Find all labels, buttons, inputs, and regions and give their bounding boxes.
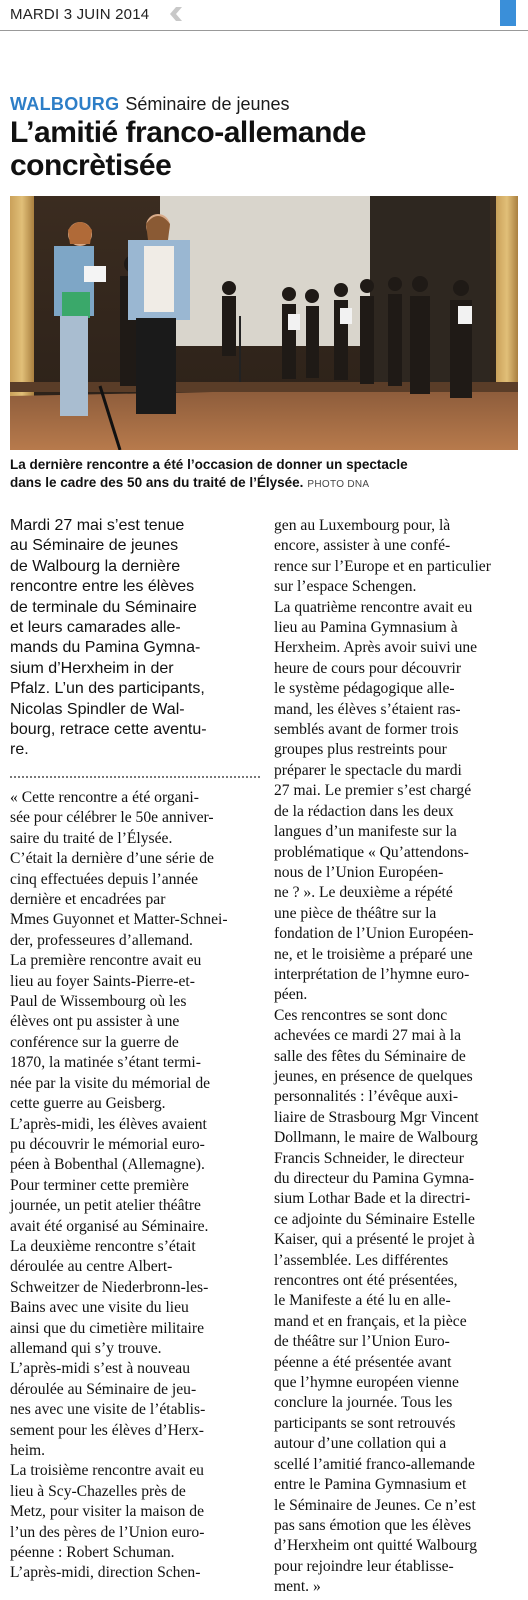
body-line: sement pour les élèves d’Herx- [10,1421,204,1439]
body-line: « Cette rencontre a été organi- [10,789,199,806]
body-line: déroulée au centre Albert- [10,1258,173,1276]
body-line: nes avec une visite de l’établis- [10,1401,206,1419]
body-line: d’Herxheim ont quitté Walbourg [274,1537,478,1555]
body-line: journée, un petit atelier théâtre [10,1197,201,1215]
body-line: cette guerre au Geisberg. [10,1095,166,1113]
body-line: achevées ce mardi 27 mai à la [274,1027,462,1045]
dotted-separator [10,776,260,778]
body-line: Pour terminer cette première [10,1176,189,1194]
headline-line: L’amitié franco-allemande [10,116,366,149]
body-line: La première rencontre avait eu [10,952,202,970]
body-line: fondation de l’Union Européen- [274,925,474,943]
body-line: nous de l’Union Européen- [274,863,444,881]
body-line: ne ? ». Le deuxième a répété [274,884,453,902]
body-line: semblés avant de former trois [274,721,459,739]
body-line: péenne : Robert Schuman. [10,1544,175,1562]
article-headline [10,116,520,182]
body-line: interprétation de l’hymne euro- [274,965,470,983]
body-line: mand et en français, et la pièce [274,1312,467,1330]
lead-line: bourg, retrace cette aventu- [10,721,207,739]
header-divider [0,30,528,31]
body-line: sée pour célébrer le 50e anniver- [10,809,214,827]
lead-line: Pfalz. L’un des participants, [10,680,205,698]
body-line: Metz, pour visiter la maison de [10,1503,205,1521]
body-line: pour rejoindre leur établisse- [274,1557,454,1575]
body-line: sium Lothar Bade et la directri- [274,1190,471,1208]
body-line: La troisième rencontre avait eu [10,1462,204,1480]
body-line: conclure la journée. Tous les [274,1394,453,1412]
body-line: scellé l’amitié franco-allemande [274,1455,475,1473]
body-line: du directeur du Pamina Gymna- [274,1170,475,1187]
article-photo [10,196,518,450]
body-column-1 [10,788,260,1584]
lead-line: de Walbourg la dernière [10,557,181,575]
body-line: l’un des pères de l’Union euro- [10,1523,205,1541]
body-line: avait été organisé au Séminaire. [10,1217,209,1235]
body-line: der, professeures d’allemand. [10,931,193,949]
body-line: péen à Bobenthal (Allemagne). [10,1156,205,1174]
body-line: élèves ont pu assister à une [10,1013,180,1031]
body-line: péenne a été présentée avant [274,1353,452,1371]
body-line: que l’hymne européen vienne [274,1374,459,1392]
body-line: une pièce de théâtre sur la [274,904,437,922]
lead-line: et leurs camarades alle- [10,619,181,637]
body-line: ce adjointe du Séminaire Estelle [274,1210,475,1228]
body-line: ainsi que du cimetière militaire [10,1319,204,1337]
kicker-place: WALBOURG [10,94,120,114]
body-line: C’était la dernière d’une série de [10,850,214,868]
body-line: Dollmann, le maire de Walbourg [274,1129,478,1147]
photo-caption [10,456,518,494]
body-line: sur l’espace Schengen. [274,578,417,596]
body-line: gen au Luxembourg pour, là [274,517,451,534]
section-color-bar [500,0,516,26]
body-line: heure de cours pour découvrir [274,659,462,677]
body-line: heim. [10,1442,46,1459]
body-line: La deuxième rencontre s’était [10,1237,196,1255]
page-date: MARDI 3 JUIN 2014 [10,6,150,23]
photo-credit: PHOTO DNA [307,479,370,490]
lead-line: de terminale du Séminaire [10,598,197,616]
lead-line: mands du Pamina Gymna- [10,639,201,657]
body-line: liaire de Strasbourg Mgr Vincent [274,1108,479,1126]
body-line: Mmes Guyonnet et Matter-Schnei- [10,911,228,929]
body-line: encore, assister à une confé- [274,537,451,555]
stage-scene-illustration [10,196,518,450]
body-line: jeunes, en présence de quelques [274,1067,473,1085]
chevron-left-icon [170,7,182,21]
body-line: l’assemblée. Les différentes [274,1251,449,1269]
headline-line: concrètisée [10,149,172,182]
body-line: L’après-midi, direction Schen- [10,1564,201,1582]
body-line: cinq effectuées depuis l’année [10,870,199,888]
body-line: préparer le spectacle du mardi [274,761,462,779]
lead-line: sium d’Herxheim in der [10,659,174,677]
body-line: Schweitzer de Niederbronn-les- [10,1278,209,1296]
body-line: Bains avec une visite du lieu [10,1299,189,1317]
body-line: lieu à Scy-Chazelles près de [10,1482,186,1500]
body-line: Herxheim. Après avoir suivi une [274,639,478,657]
lead-line: Mardi 27 mai s’est tenue [10,517,185,534]
body-line: 27 mai. Le premier s’est chargé [274,782,472,800]
body-line: déroulée au Séminaire de jeu- [10,1380,197,1398]
body-line: La quatrième rencontre avait eu [274,598,473,616]
body-line: 1870, la matinée s’étant termi- [10,1054,201,1072]
caption-text: dans le cadre des 50 ans du traité de l’Élysée. [10,475,304,490]
body-line: personnalités : l’évêque auxi- [274,1088,459,1106]
body-column-2 [274,516,522,1598]
body-line: ne, et le troisième a préparé une [274,945,473,963]
body-line: lieu au foyer Saints-Pierre-et- [10,972,195,990]
article-lead [10,516,260,761]
body-line: Ces rencontres se sont donc [274,1006,448,1024]
body-line: dernière et encadrées par [10,891,166,909]
lead-line: Nicolas Spindler de Wal- [10,700,185,718]
body-line: langues d’un manifeste sur la [274,823,457,841]
body-line: de théâtre sur l’Union Euro- [274,1333,450,1351]
body-line: allemand qui s’y trouve. [10,1339,162,1357]
body-line: saire du traité de l’Élysée. [10,829,173,847]
body-line: le système pédagogique alle- [274,680,455,698]
body-line: le Séminaire de Jeunes. Ce n’est [274,1496,476,1514]
body-line: autour d’une collation qui a [274,1435,447,1453]
article-kicker [10,94,290,115]
body-line: problématique « Qu’attendons- [274,843,469,861]
body-line: Francis Schneider, le directeur [274,1149,464,1167]
caption-line: La dernière rencontre a été l’occasion de donner un spectacle [10,457,408,472]
body-line: Kaiser, qui a présenté le projet à [274,1231,475,1249]
body-line: mand, les élèves s’étaient ras- [274,700,461,718]
body-line: née par la visite du mémorial de [10,1074,211,1092]
caption-line-2 [10,474,518,494]
body-line: péen. [274,986,308,1004]
body-line: entre le Pamina Gymnasium et [274,1476,467,1494]
body-line: L’après-midi s’est à nouveau [10,1360,190,1378]
lead-line: au Séminaire de jeunes [10,537,179,555]
body-line: le Manifeste a été lu en alle- [274,1292,451,1310]
body-line: L’après-midi, les élèves avaient [10,1115,207,1133]
body-line: de la rédaction dans les deux [274,802,454,820]
body-line: Paul de Wissembourg où les [10,993,187,1011]
body-line: ment. » [274,1578,321,1596]
body-line: participants se sont retrouvés [274,1414,456,1432]
body-line: groupes plus restreints pour [274,741,447,759]
body-line: lieu au Pamina Gymnasium à [274,619,458,637]
lead-line: rencontre entre les élèves [10,578,195,596]
body-line: rencontres ont été présentées, [274,1272,458,1290]
kicker-topic: Séminaire de jeunes [125,94,290,114]
body-line: pas sans émotion que les élèves [274,1516,472,1534]
body-line: rence sur l’Europe et en particulier [274,557,491,575]
body-line: salle des fêtes du Séminaire de [274,1047,466,1065]
body-line: conférence sur la guerre de [10,1033,179,1051]
lead-line: re. [10,741,29,759]
body-line: pu découvrir le mémorial euro- [10,1135,205,1153]
